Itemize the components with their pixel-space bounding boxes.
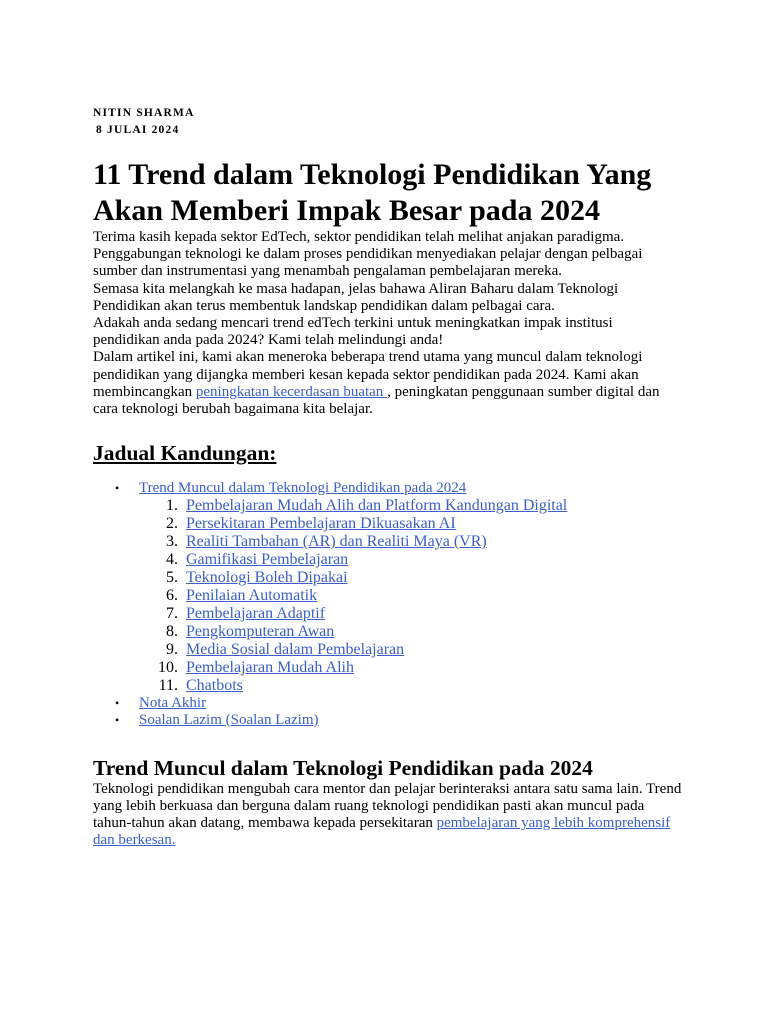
- toc-item: [93, 695, 683, 712]
- toc-link[interactable]: Persekitaran Pembelajaran Dikuasakan AI: [186, 515, 456, 533]
- item-number: 8.: [166, 623, 178, 641]
- toc-subitem: [93, 569, 683, 587]
- toc-link[interactable]: Penilaian Automatik: [186, 587, 318, 605]
- toc-subitem: [93, 659, 683, 677]
- toc-heading: Jadual Kandungan:: [93, 441, 277, 466]
- item-number: 7.: [166, 605, 178, 623]
- intro-paragraph-3: Adakah anda sedang mencari trend edTech terkini untuk meningkatkan impak institusi pendidikan anda pada 2024? Kami telah melindungi anda!: [93, 315, 613, 349]
- toc-link[interactable]: Gamifikasi Pembelajaran: [186, 551, 349, 569]
- toc-link[interactable]: Chatbots: [186, 677, 243, 695]
- toc-link[interactable]: Teknologi Boleh Dipakai: [186, 569, 348, 587]
- article-title: 11 Trend dalam Teknologi Pendidikan Yang Akan Memberi Impak Besar pada 2024: [93, 158, 652, 227]
- ai-link[interactable]: peningkatan kecerdasan buatan: [195, 383, 388, 400]
- toc-subitem: [93, 551, 683, 569]
- toc-subitem: [93, 497, 683, 515]
- intro-paragraph-2: Semasa kita melangkah ke masa hadapan, jelas bahawa Aliran Baharu dalam Teknologi Pendidikan akan terus membentuk landskap pendidikan dalam pelbagai cara.: [93, 280, 619, 314]
- toc-link[interactable]: Pembelajaran Mudah Alih dan Platform Kandungan Digital: [186, 497, 568, 515]
- toc-subitem: [93, 515, 683, 533]
- paragraph-text: , peningkatan penggunaan sumber digital dan cara teknologi berubah bagaimana kita belajar.: [93, 383, 660, 418]
- bullet-icon: •: [115, 712, 120, 727]
- item-number: 9.: [166, 641, 178, 659]
- author-name: NITIN SHARMA: [93, 107, 195, 119]
- toc-link-trends[interactable]: Trend Muncul dalam Teknologi Pendidikan pada 2024: [139, 480, 467, 497]
- learning-link[interactable]: pembelajaran yang lebih komprehensif dan berkesan.: [93, 815, 671, 849]
- toc-subitem: [93, 677, 683, 695]
- item-number: 1.: [166, 497, 178, 515]
- paragraph-text: Teknologi pendidikan mengubah cara mentor dan pelajar berinteraksi antara satu sama lain. Trend yang lebih berkuasa dan berguna dalam ruang teknologi pendidikan pasti akan muncul pada tahun-tahun akan datang, membawa kepada persekitaran: [93, 780, 682, 832]
- toc-item: [93, 480, 683, 497]
- toc-link[interactable]: Realiti Tambahan (AR) dan Realiti Maya (VR): [186, 533, 487, 551]
- toc-subitem: [93, 533, 683, 551]
- toc-link-endnotes[interactable]: Nota Akhir: [139, 695, 207, 712]
- toc-subitem: [93, 641, 683, 659]
- toc-sublist: [93, 497, 683, 695]
- byline: [93, 105, 683, 139]
- intro-paragraph-1: Terima kasih kepada sektor EdTech, sektor pendidikan telah melihat anjakan paradigma. Penggabungan teknologi ke dalam proses pendidikan menyediakan pelajar dengan pelbagai sumber dan instrumentasi yang menambah pengalaman pembelajaran mereka.: [93, 229, 643, 280]
- item-number: 3.: [166, 533, 178, 551]
- item-number: 4.: [166, 551, 178, 569]
- section-paragraph: [93, 781, 683, 850]
- toc-link[interactable]: Pengkomputeran Awan: [186, 623, 335, 641]
- article: [93, 105, 683, 849]
- toc-link[interactable]: Pembelajaran Mudah Alih: [186, 659, 354, 677]
- toc-link[interactable]: Media Sosial dalam Pembelajaran: [186, 641, 405, 659]
- item-number: 11.: [158, 677, 178, 695]
- section-heading: Trend Muncul dalam Teknologi Pendidikan pada 2024: [93, 755, 593, 780]
- toc-link[interactable]: Pembelajaran Adaptif: [186, 605, 326, 623]
- publish-date: 8 JULAI 2024: [96, 124, 180, 136]
- toc-link-faq[interactable]: Soalan Lazim (Soalan Lazim): [139, 711, 319, 728]
- item-number: 10.: [158, 659, 178, 677]
- paragraph-text: Dalam artikel ini, kami akan meneroka beberapa trend utama yang muncul dalam teknologi pendidikan yang dijangka memberi kesan kepada sektor pendidikan pada 2024. Kami akan membincangkan: [93, 349, 643, 400]
- bullet-icon: •: [115, 696, 120, 711]
- item-number: 5.: [166, 569, 178, 587]
- bullet-icon: •: [115, 481, 120, 496]
- intro-paragraph-4: [93, 349, 683, 418]
- toc-subitem: [93, 605, 683, 623]
- table-of-contents-tail: [93, 695, 683, 729]
- toc-item: [93, 712, 683, 729]
- toc-subitem: [93, 587, 683, 605]
- item-number: 2.: [166, 515, 178, 533]
- item-number: 6.: [166, 587, 178, 605]
- toc-subitem: [93, 623, 683, 641]
- table-of-contents: [93, 480, 683, 497]
